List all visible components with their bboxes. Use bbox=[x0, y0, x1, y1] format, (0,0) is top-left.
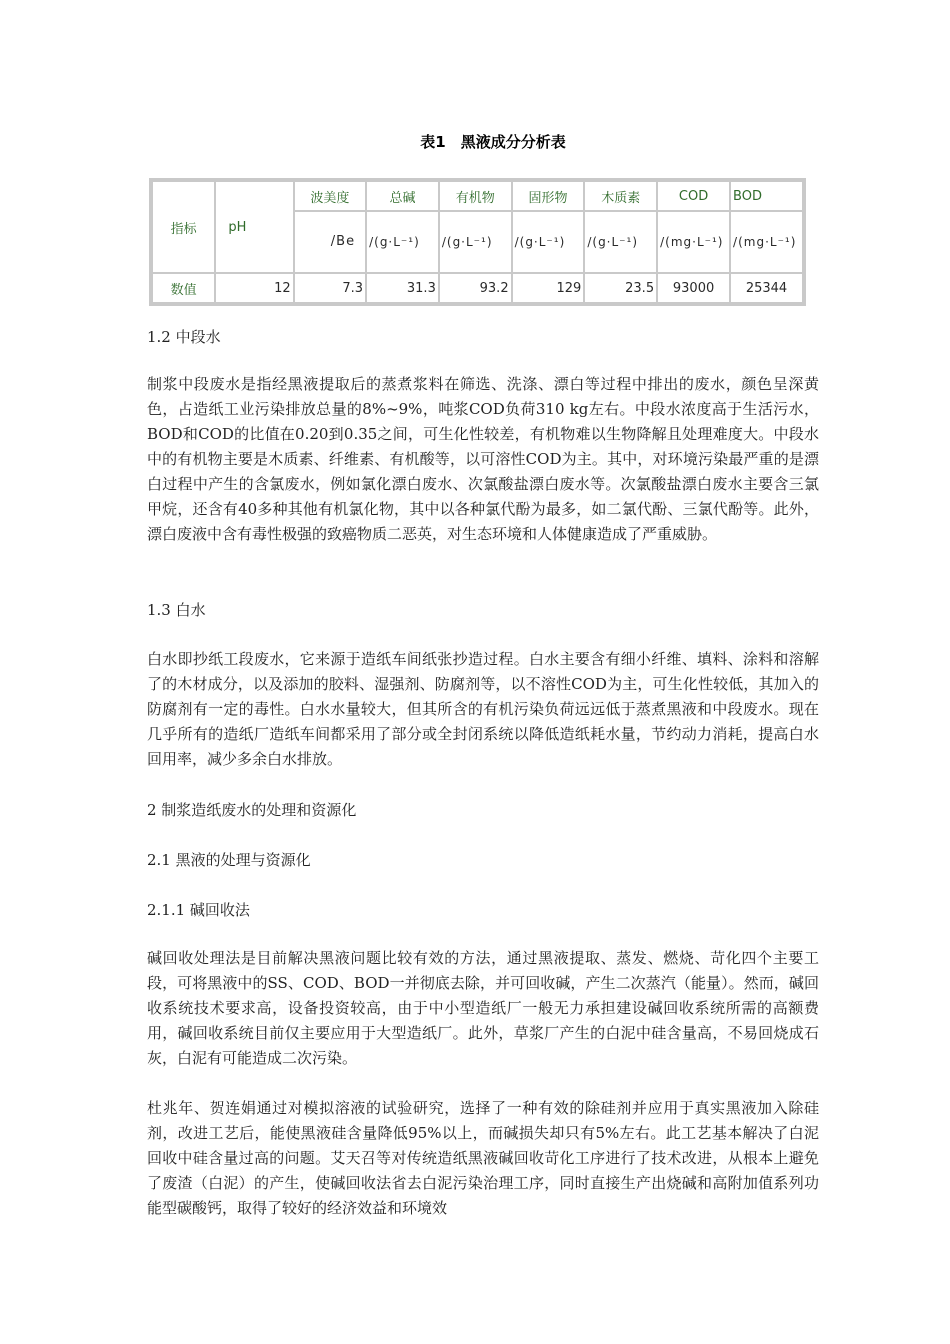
value-baume: 7.3 bbox=[294, 273, 366, 303]
paragraph-1-2: 制浆中段废水是指经黑液提取后的蒸煮浆料在筛选、洗涤、漂白等过程中排出的废水，颜色呈深黄色，占造纸工业污染排放总量的8%~9%，吨浆COD负荷310 kg左右。中段水浓度高于生活污水，BOD和COD的比值在0.20到0.35之间，可生化性较差，有机物难以生物降解且处理难度大。中段水中的有机物主要是木质素、纤维素、有机酸等，以可溶性COD为主。其中，对环境污染最严重的是漂白过程中产生的含氯废水，例如氯化漂白废水、次氯酸盐漂白废水等。次氯酸盐漂白废水主要含三氯甲烷，还含有40多种其他有机氯化物，其中以各种氯代酚为最多，如二氯代酚、三氯代酚等。此外，漂白废液中含有毒性极强的致癌物质二恶英，对生态环境和人体健康造成了严重威胁。 bbox=[147, 375, 819, 543]
value-ph: 12 bbox=[215, 273, 293, 303]
col-header-solids: 固形物 bbox=[512, 181, 585, 211]
paragraph-1-3: 白水即抄纸工段废水，它来源于造纸车间纸张抄造过程。白水主要含有细小纤维、填料、涂料和溶解了的木材成分，以及添加的胶料、湿强剂、防腐剂等，以不溶性COD为主，可生化性较低，其加入的防腐剂有一定的毒性。白水水量较大，但其所含的有机污染负荷远远低于蒸煮黑液和中段废水。现在几乎所有的造纸厂造纸车间都采用了部分或全封闭系统以降低造纸耗水量，节约动力消耗，提高白水回用率，减少多余白水排放。 bbox=[147, 650, 819, 768]
heading-1-2: 1.2 中段水 bbox=[147, 328, 221, 346]
col-header-total-alkali: 总碱 bbox=[366, 181, 439, 211]
unit-baume: /Be bbox=[294, 211, 366, 273]
unit-organic: /(g·L⁻¹) bbox=[439, 211, 512, 273]
heading-1-3: 1.3 白水 bbox=[147, 601, 206, 619]
table-title: 表1 黑液成分分析表 bbox=[420, 133, 566, 151]
unit-total-alkali: /(g·L⁻¹) bbox=[366, 211, 439, 273]
col-header-cod: COD bbox=[657, 181, 730, 211]
ph-header-cell: pH bbox=[215, 181, 293, 273]
unit-bod: /(mg·L⁻¹) bbox=[730, 211, 803, 273]
value-header-cell: 数值 bbox=[152, 273, 215, 303]
heading-2-1: 2.1 黑液的处理与资源化 bbox=[147, 851, 311, 869]
paragraph-2-1-1-a: 碱回收处理法是目前解决黑液问题比较有效的方法，通过黑液提取、蒸发、燃烧、苛化四个主要工段，可将黑液中的SS、COD、BOD一并彻底去除，并可回收碱，产生二次蒸汽（能量）。然而，碱回收系统技术要求高，设备投资较高，由于中小型造纸厂一般无力承担建设碱回收系统所需的高额费用，碱回收系统目前仅主要应用于大型造纸厂。此外，草浆厂产生的白泥中硅含量高，不易回烧成石灰，白泥有可能造成二次污染。 bbox=[147, 949, 819, 1067]
table-value-row bbox=[152, 273, 803, 303]
value-organic: 93.2 bbox=[439, 273, 512, 303]
unit-cod: /(mg·L⁻¹) bbox=[657, 211, 730, 273]
value-lignin: 23.5 bbox=[584, 273, 657, 303]
value-solids: 129 bbox=[512, 273, 585, 303]
unit-lignin: /(g·L⁻¹) bbox=[584, 211, 657, 273]
paragraph-2-1-1-b: 杜兆年、贺连娟通过对模拟溶液的试验研究，选择了一种有效的除硅剂并应用于真实黑液加入除硅剂，改进工艺后，能使黑液硅含量降低95%以上，而碱损失却只有5%左右。此工艺基本解决了白泥回收中硅含量过高的问题。艾天召等对传统造纸黑液碱回收苛化工序进行了技术改进，从根本上避免了废渣（白泥）的产生，使碱回收法省去白泥污染治理工序，同时直接生产出烧碱和高附加值系列功能型碳酸钙，取得了较好的经济效益和环境效 bbox=[147, 1099, 819, 1217]
col-header-organic: 有机物 bbox=[439, 181, 512, 211]
heading-2-1-1: 2.1.1 碱回收法 bbox=[147, 901, 250, 919]
unit-solids: /(g·L⁻¹) bbox=[512, 211, 585, 273]
col-header-baume: 波美度 bbox=[294, 181, 366, 211]
col-header-bod: BOD bbox=[730, 181, 803, 211]
black-liquor-table bbox=[149, 178, 806, 306]
value-cod: 93000 bbox=[657, 273, 730, 303]
value-total-alkali: 31.3 bbox=[366, 273, 439, 303]
row-header-cell: 指标 bbox=[152, 181, 215, 273]
heading-2: 2 制浆造纸废水的处理和资源化 bbox=[147, 801, 357, 819]
table-header-row bbox=[152, 181, 803, 211]
col-header-lignin: 木质素 bbox=[584, 181, 657, 211]
value-bod: 25344 bbox=[730, 273, 803, 303]
